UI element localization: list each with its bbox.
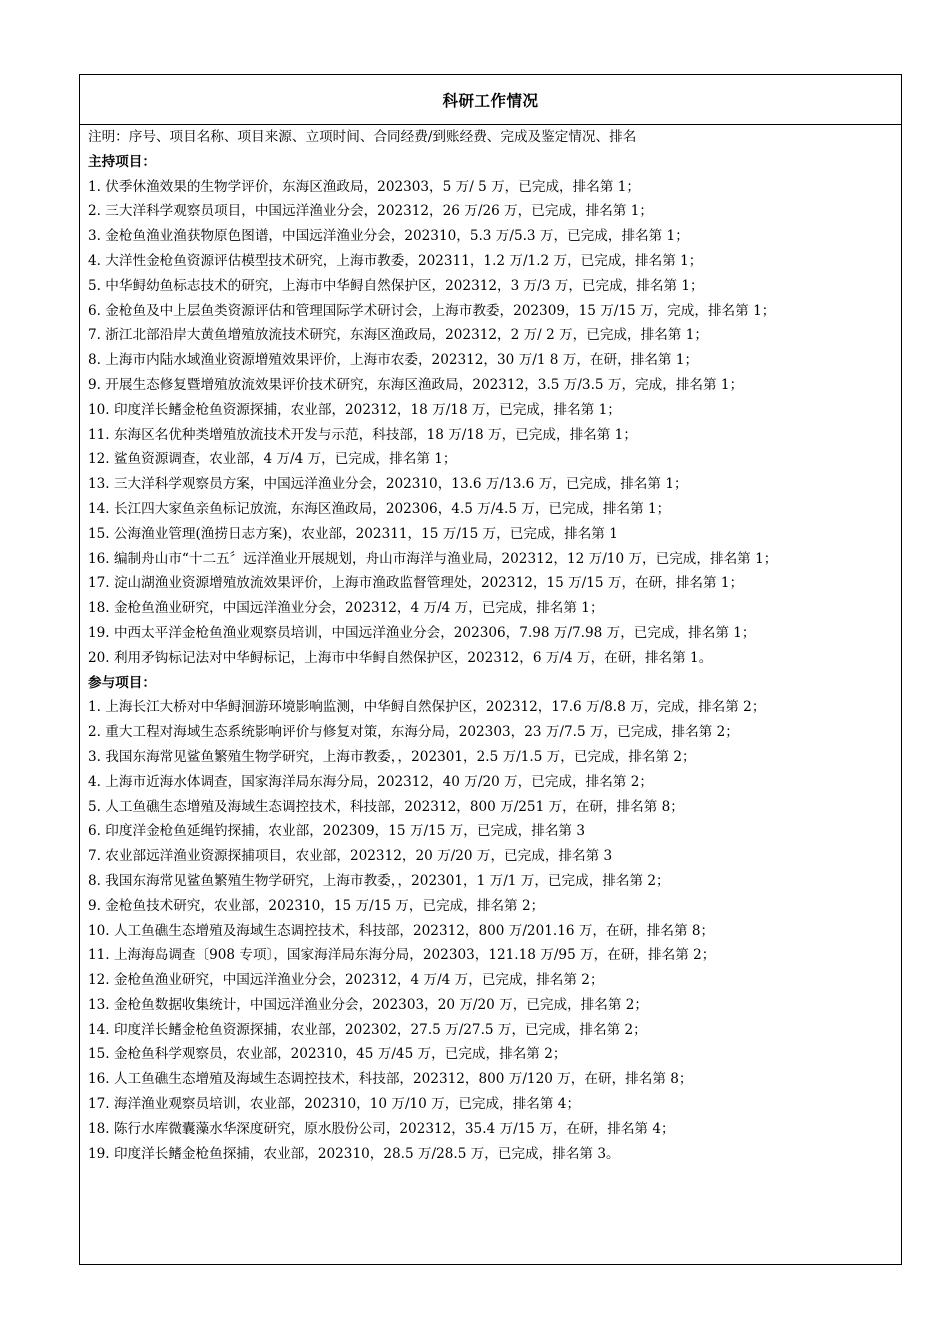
- hosted-heading: 主持项目：: [88, 153, 156, 170]
- list-item: 4. 上海市近海水体调查，国家海洋局东海分局，202312，40 万/20 万，已完成，排名第 2；: [88, 773, 653, 790]
- list-item: 19. 中西太平洋金枪鱼渔业观察员培训，中国远洋渔业分会，202306，7.98 万/7.98 万，已完成，排名第 1；: [88, 624, 756, 641]
- list-item: 4. 大洋性金枪鱼资源评估模型技术研究，上海市教委，202311，1.2 万/1.2 万，已完成，排名第 1；: [88, 252, 703, 269]
- list-item: 13. 三大洋科学观察员方案，中国远洋渔业分会，202310，13.6 万/13.6 万，已完成，排名第 1；: [88, 476, 688, 493]
- list-item: 15. 金枪鱼科学观察员，农业部，202310，45 万/45 万，已完成，排名第 2；: [88, 1046, 567, 1063]
- list-item: 10. 印度洋长鳍金枪鱼资源探捕，农业部，202312，18 万/18 万，已完成，排名第 1；: [88, 401, 621, 418]
- content-cell: [80, 125, 901, 1166]
- list-item: 5. 中华鲟幼鱼标志技术的研究，上海市中华鲟自然保护区，202312，3 万/3 万，已完成，排名第 1；: [88, 277, 704, 294]
- list-item: 15. 公海渔业管理(渔捞日志方案)，农业部，202311，15 万/15 万，已完成，排名第 1: [88, 525, 618, 542]
- note-line: 注明：序号、项目名称、项目来源、立项时间、合同经费/到账经费、完成及鉴定情况、排名: [88, 129, 637, 145]
- list-item: 16. 人工鱼礁生态增殖及海域生态调控技术，科技部，202312，800 万/120 万，在研，排名第 8；: [88, 1071, 693, 1088]
- list-item: 18. 金枪鱼渔业研究，中国远洋渔业分会，202312，4 万/4 万，已完成，排名第 1；: [88, 600, 604, 617]
- hosted-list: [88, 175, 893, 671]
- list-item: 12. 鲨鱼资源调查，农业部，4 万/4 万，已完成，排名第 1；: [88, 451, 457, 468]
- list-item: 3. 金枪鱼渔业渔获物原色图谱，中国远洋渔业分会，202310，5.3 万/5.3 万，已完成，排名第 1；: [88, 228, 689, 245]
- research-work-table: [79, 74, 902, 1265]
- list-item: 11. 上海海岛调查〔908 专项〕，国家海洋局东海分局，202303，121.18 万/95 万，在研，排名第 2；: [88, 947, 716, 964]
- list-item: 7. 农业部远洋渔业资源探捕项目，农业部，202312，20 万/20 万，已完成，排名第 3: [88, 848, 613, 865]
- list-item: 8. 上海市内陆水域渔业资源增殖效果评价，上海市农委，202312，30 万/1 8 万，在研，排名第 1；: [88, 352, 699, 369]
- list-item: 6. 印度洋金枪鱼延绳钓探捕，农业部，202309，15 万/15 万，已完成，排名第 3: [88, 823, 585, 840]
- list-item: 2. 重大工程对海域生态系统影响评价与修复对策，东海分局，202303，23 万/7.5 万，已完成，排名第 2；: [88, 724, 739, 741]
- list-item: 9. 金枪鱼技术研究，农业部，202310，15 万/15 万，已完成，排名第 2；: [88, 897, 545, 914]
- list-item: 14. 长江四大家鱼亲鱼标记放流，东海区渔政局，202306，4.5 万/4.5 万，已完成，排名第 1；: [88, 500, 671, 517]
- list-item: 19. 印度洋长鳍金枪鱼探捕，农业部，202310，28.5 万/28.5 万，已完成，排名第 3。: [88, 1145, 620, 1162]
- list-item: 5. 人工鱼礁生态增殖及海域生态调控技术，科技部，202312，800 万/251 万，在研，排名第 8；: [88, 798, 684, 815]
- page-title: 科研工作情况: [442, 90, 539, 110]
- list-item: 17. 海洋渔业观察员培训，农业部，202310，10 万/10 万，已完成，排名第 4；: [88, 1096, 581, 1113]
- list-item: 1. 伏季休渔效果的生物学评价，东海区渔政局，202303，5 万/ 5 万，已完成，排名第 1；: [88, 178, 640, 195]
- list-item: 1. 上海长江大桥对中华鲟洄游环境影响监测，中华鲟自然保护区，202312，17.6 万/8.8 万，完成，排名第 2；: [88, 699, 766, 716]
- list-item: 2. 三大洋科学观察员项目，中国远洋渔业分会，202312，26 万/26 万，已完成，排名第 1；: [88, 203, 653, 220]
- list-item: 18. 陈行水库微囊藻水华深度研究，原水股份公司，202312，35.4 万/15 万，在研，排名第 4；: [88, 1120, 675, 1137]
- participated-list: [88, 695, 893, 1166]
- list-item: 17. 淀山湖渔业资源增殖放流效果评价，上海市渔政监督管理处，202312，15 万/15 万，在研，排名第 1；: [88, 575, 744, 592]
- list-item: 12. 金枪鱼渔业研究，中国远洋渔业分会，202312，4 万/4 万，已完成，排名第 2；: [88, 972, 604, 989]
- list-item: 9. 开展生态修复暨增殖放流效果评价技术研究，东海区渔政局，202312，3.5 万/3.5 万，完成，排名第 1；: [88, 376, 744, 393]
- list-item: 20. 利用矛钩标记法对中华鲟标记，上海市中华鲟自然保护区，202312，6 万/4 万，在研，排名第 1。: [88, 649, 713, 666]
- list-item: 8. 我国东海常见鲨鱼繁殖生物学研究，上海市教委，，202301，1 万/1 万，已完成，排名第 2；: [88, 872, 670, 889]
- list-item: 13. 金枪鱼数据收集统计，中国远洋渔业分会，202303，20 万/20 万，已完成，排名第 2；: [88, 996, 649, 1013]
- title-row: [80, 75, 901, 125]
- list-item: 6. 金枪鱼及中上层鱼类资源评估和管理国际学术研讨会，上海市教委，202309，15 万/15 万，完成，排名第 1；: [88, 302, 776, 319]
- list-item: 11. 东海区名优种类增殖放流技术开发与示范，科技部，18 万/18 万，已完成，排名第 1；: [88, 426, 637, 443]
- list-item: 14. 印度洋长鳍金枪鱼资源探捕，农业部，202302，27.5 万/27.5 万，已完成，排名第 2；: [88, 1021, 647, 1038]
- list-item: 7. 浙江北部沿岸大黄鱼增殖放流技术研究，东海区渔政局，202312，2 万/ 2 万，已完成，排名第 1；: [88, 327, 708, 344]
- participated-heading: 参与项目：: [88, 674, 156, 691]
- list-item: 10. 人工鱼礁生态增殖及海域生态调控技术，科技部，202312，800 万/201.16 万，在研，排名第 8；: [88, 922, 715, 939]
- list-item: 16. 编制舟山市“十二五〞远洋渔业开展规划，舟山市海洋与渔业局，202312，12 万/10 万，已完成，排名第 1；: [88, 550, 778, 567]
- list-item: 3. 我国东海常见鲨鱼繁殖生物学研究，上海市教委，，202301，2.5 万/1.5 万，已完成，排名第 2；: [88, 748, 696, 765]
